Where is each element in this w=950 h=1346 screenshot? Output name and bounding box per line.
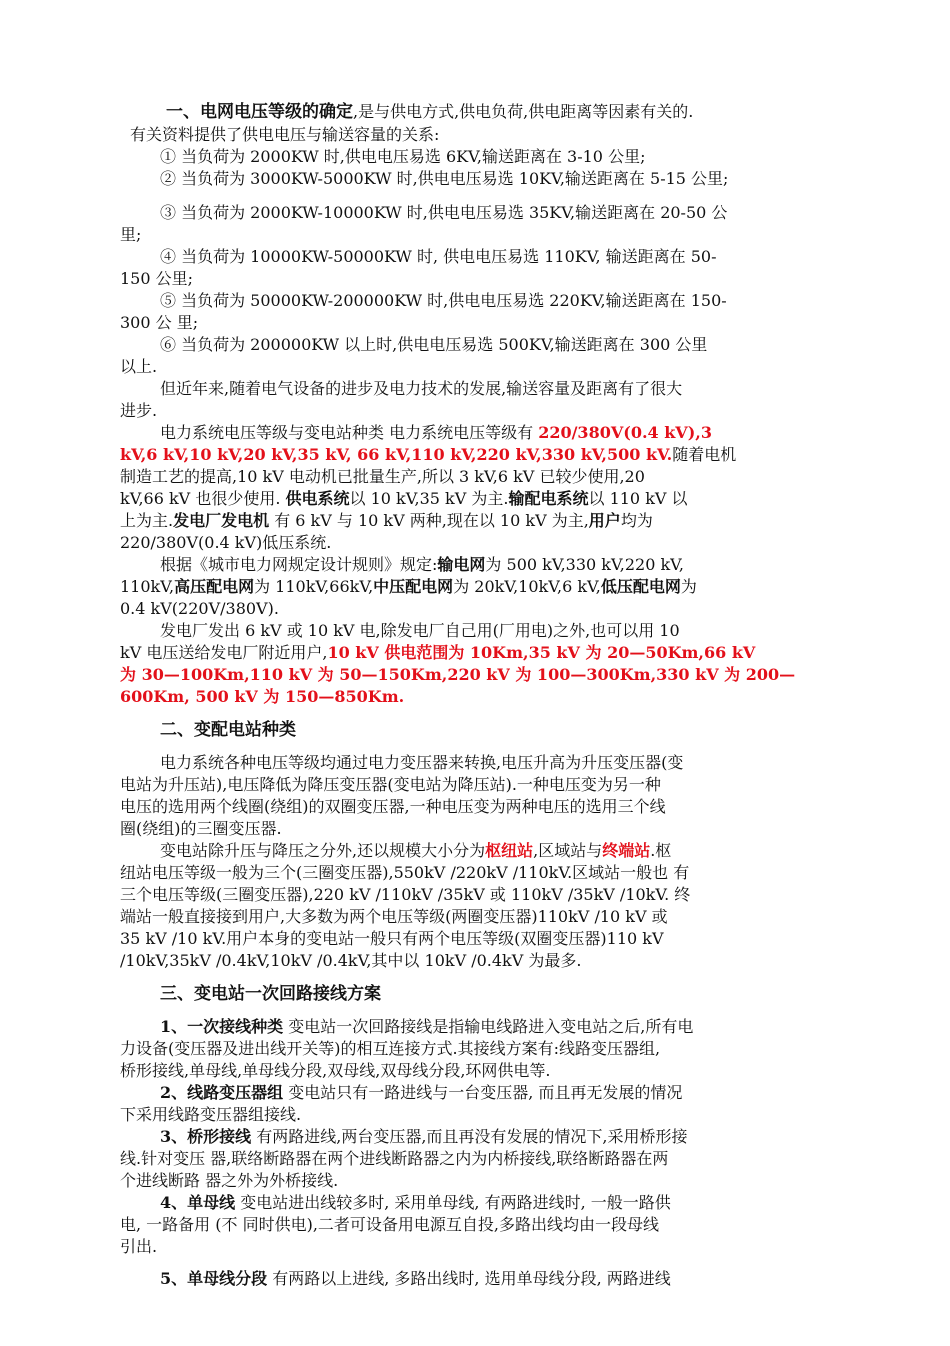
terminal-station-term: 终端站	[602, 841, 651, 860]
wiring-item-4	[120, 1192, 832, 1214]
text-run: 变电站除升压与降压之分外,还以规模大小分为	[160, 841, 486, 860]
text-run: kV,66 kV 也很少使用.	[120, 489, 286, 508]
paragraph-progress-cont: 进步.	[120, 401, 158, 420]
load-item-2: ② 当负荷为 3000KW-5000KW 时,供电电压易选 10KV,输送距离在 5-15 公里;	[160, 169, 729, 188]
section2-para1-line-1: 电力系统各种电压等级均通过电力变压器来转换,电压升高为升压变压器(变	[160, 753, 684, 772]
text-run: 变电站只有一路进线与一台变压器, 而且再无发展的情况	[283, 1083, 683, 1102]
text-run: 为 20kV,10kV,6 kV,	[453, 577, 601, 596]
wiring-item-3-cont-2: 个进线断路 器之外为外桥接线.	[120, 1171, 339, 1190]
text-run: 以 110 kV 以	[588, 489, 688, 508]
load-item-4-cont: 150 公里;	[120, 269, 194, 288]
load-item-1: ① 当负荷为 2000KW 时,供电电压易选 6KV,输送距离在 3-10 公里;	[160, 147, 646, 166]
text-run: kV 电压送给发电厂附近用户,	[120, 643, 328, 662]
load-item-5-cont: 300 公 里;	[120, 313, 199, 332]
load-item-6-cont: 以上.	[120, 357, 158, 376]
paragraph-progress: 但近年来,随着电气设备的进步及电力技术的发展,输送容量及距离有了很大	[160, 379, 683, 398]
voltage-levels-line-3: 制造工艺的提高,10 kV 电动机已批量生产,所以 3 kV,6 kV 已较少使用,20	[120, 467, 645, 486]
wiring-item-4-cont-2: 引出.	[120, 1237, 158, 1256]
voltage-levels-line-5	[120, 510, 832, 532]
text-run: 随着电机	[672, 445, 737, 464]
bold-term: 输配电系统	[508, 489, 589, 508]
load-item-4: ④ 当负荷为 10000KW-50000KW 时, 供电电压易选 110KV, 输送距离在 50-	[160, 247, 717, 266]
text-run: ,区域站与	[533, 841, 603, 860]
supply-range-red: 10 kV 供电范围为 10Km,35 kV 为 20—50Km,66 kV	[327, 643, 756, 662]
text-run: 均为	[620, 511, 653, 530]
text-run: 110kV,	[120, 577, 175, 596]
bold-term: 1、一次接线种类	[160, 1017, 284, 1036]
section3-title: 三、变电站一次回路接线方案	[160, 984, 381, 1004]
text-run: 变电站进出线较多时, 采用单母线, 有两路进线时, 一般一路供	[235, 1193, 671, 1212]
wiring-item-1-cont-1: 力设备(变压器及进出线开关等)的相互连接方式.其接线方案有:线路变压器组,	[120, 1039, 661, 1058]
text-run: 有两路进线,两台变压器,而且再没有发展的情况下,采用桥形接	[251, 1127, 688, 1146]
section2-para1-line-3: 电压的选用两个线圈(绕组)的双圈变压器,一种电压变为两种电压的选用三个线	[120, 797, 666, 816]
hub-station-term: 枢纽站	[485, 841, 534, 860]
section2-para2-line-1	[120, 840, 832, 862]
text-run: 电力系统电压等级与变电站种类 电力系统电压等级有	[160, 423, 539, 442]
wiring-item-5	[120, 1268, 832, 1290]
load-item-3: ③ 当负荷为 2000KW-10000KW 时,供电电压易选 35KV,输送距离在 20-50 公	[160, 203, 728, 222]
wiring-item-1-cont-2: 桥形接线,单母线,单母线分段,双母线,双母线分段,环网供电等.	[120, 1061, 551, 1080]
text-run: 根据《城市电力网规定设计规则》规定:	[160, 555, 438, 574]
wiring-item-2	[120, 1082, 832, 1104]
bold-term: 中压配电网	[373, 577, 454, 596]
text-run: 以 10 kV,35 kV 为主.	[349, 489, 509, 508]
voltage-levels-red: 220/380V(0.4 kV),3	[538, 423, 712, 442]
text-run: 为 110kV,66kV,	[254, 577, 374, 596]
voltage-levels-line-6: 220/380V(0.4 kV)低压系统.	[120, 533, 332, 552]
load-item-5: ⑤ 当负荷为 50000KW-200000KW 时,供电电压易选 220KV,输送距离在 150-	[160, 291, 727, 310]
text-run: 有两路以上进线, 多路出线时, 选用单母线分段, 两路进线	[267, 1269, 671, 1288]
section2-para2-line-4: 端站一般直接接到用户,大多数为两个电压等级(两圈变压器)110kV /10 kV 或	[120, 907, 668, 926]
load-item-3-cont: 里;	[120, 225, 142, 244]
section1-intro: 有关资料提供了供电电压与输送容量的关系:	[130, 125, 440, 144]
text-run: 有 6 kV 与 10 kV 两种,现在以 10 kV 为主,	[269, 511, 589, 530]
load-item-6: ⑥ 当负荷为 200000KW 以上时,供电电压易选 500KV,输送距离在 300 公里	[160, 335, 708, 354]
section2-para1-line-4: 圈(绕组)的三圈变压器.	[120, 819, 282, 838]
supply-range-line-3: 为 30—100Km,110 kV 为 50—150Km,220 kV 为 100—300Km,330 kV 为 200—	[120, 665, 796, 684]
section1-title: 一、电网电压等级的确定	[166, 102, 353, 122]
section2-para2-line-6: /10kV,35kV /0.4kV,10kV /0.4kV,其中以 10kV /0.4kV 为最多.	[120, 951, 582, 970]
bold-term: 低压配电网	[600, 577, 681, 596]
section2-para1-line-2: 电站为升压站),电压降低为降压变压器(变电站为降压站).一种电压变为另一种	[120, 775, 661, 794]
text-run: .枢	[650, 841, 672, 860]
document-page	[120, 100, 832, 1290]
text-run: 变电站一次回路接线是指输电线路进入变电站之后,所有电	[283, 1017, 694, 1036]
text-run: 上为主.	[120, 511, 174, 530]
grid-rules-line-3: 0.4 kV(220V/380V).	[120, 599, 279, 618]
section2-para2-line-2: 纽站电压等级一般为三个(三圈变压器),550kV /220kV /110kV.区域站一般也 有	[120, 863, 690, 882]
voltage-levels-line-4	[120, 488, 832, 510]
wiring-item-3-cont-1: 线.针对变压 器,联络断路器在两个进线断路器之内为内桥接线,联络断路器在两	[120, 1149, 669, 1168]
supply-range-line-1: 发电厂发出 6 kV 或 10 kV 电,除发电厂自己用(厂用电)之外,也可以用 10	[160, 621, 680, 640]
grid-rules-line-2	[120, 576, 832, 598]
text-run: 为 500 kV,330 kV,220 kV,	[485, 555, 685, 574]
supply-range-line-2	[120, 642, 832, 664]
section1-title-rest: ,是与供电方式,供电负荷,供电距离等因素有关的.	[353, 102, 694, 121]
grid-rules-line-1	[120, 554, 832, 576]
section1-heading-line	[120, 100, 832, 124]
bold-term: 3、桥形接线	[160, 1127, 252, 1146]
section2-para2-line-3: 三个电压等级(三圈变压器),220 kV /110kV /35kV 或 110kV /35kV /10kV. 终	[120, 885, 691, 904]
section2-title: 二、变配电站种类	[160, 720, 296, 740]
bold-term: 5、单母线分段	[160, 1269, 268, 1288]
text-run: 为	[680, 577, 697, 596]
bold-term: 高压配电网	[174, 577, 255, 596]
bold-term: 发电厂发电机	[173, 511, 270, 530]
voltage-levels-line-1	[120, 422, 832, 444]
bold-term: 4、单母线	[160, 1193, 236, 1212]
supply-range-line-4: 600Km, 500 kV 为 150—850Km.	[120, 687, 405, 706]
wiring-item-4-cont-1: 电, 一路备用 (不 同时供电),二者可设备用电源互自投,多路出线均由一段母线	[120, 1215, 660, 1234]
bold-term: 用户	[588, 511, 621, 530]
wiring-item-1	[120, 1016, 832, 1038]
voltage-levels-red-cont: kV,6 kV,10 kV,20 kV,35 kV, 66 kV,110 kV,220 kV,330 kV,500 kV.	[120, 445, 673, 464]
bold-term: 输电网	[437, 555, 486, 574]
voltage-levels-line-2	[120, 444, 832, 466]
bold-term: 2、线路变压器组	[160, 1083, 284, 1102]
wiring-item-3	[120, 1126, 832, 1148]
wiring-item-2-cont: 下采用线路变压器组接线.	[120, 1105, 302, 1124]
section2-para2-line-5: 35 kV /10 kV.用户本身的变电站一般只有两个电压等级(双圈变压器)110 kV	[120, 929, 664, 948]
bold-term: 供电系统	[285, 489, 350, 508]
